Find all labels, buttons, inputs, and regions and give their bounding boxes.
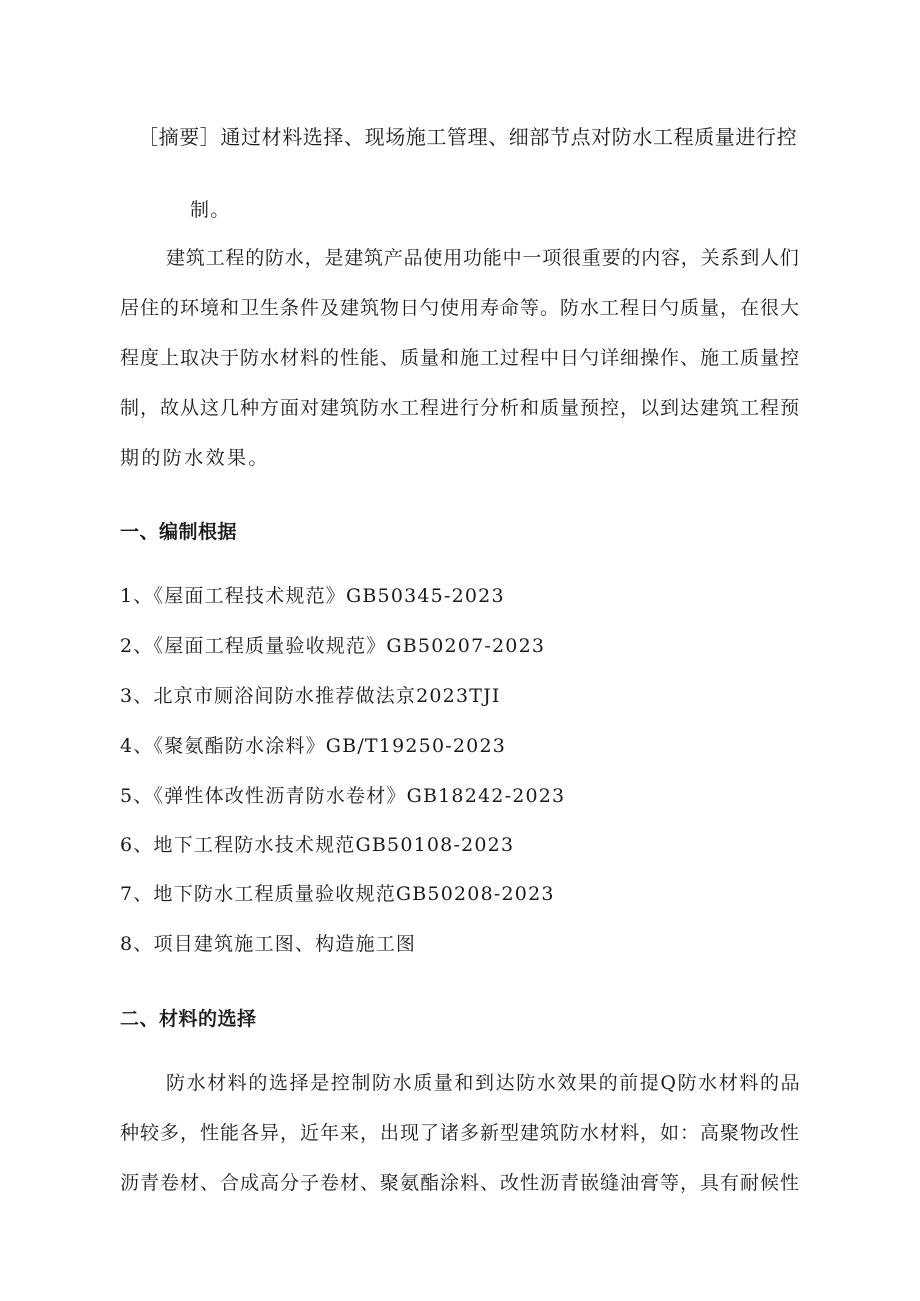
- reference-item-7: 7、地下防水工程质量验收规范GB50208-2023: [120, 883, 555, 905]
- abstract-line-1: ［摘要］通过材料选择、现场施工管理、细部节点对防水工程质量进行控: [138, 125, 798, 149]
- intro-line-5: 期的防水效果。: [120, 447, 270, 469]
- materials-line-3: 沥青卷材、合成高分子卷材、聚氨酯涂料、改性沥青嵌缝油膏等，具有耐候性: [120, 1172, 801, 1194]
- reference-item-4: 4、《聚氨酯防水涂料》GB/T19250-2023: [120, 735, 507, 757]
- reference-item-8: 8、项目建筑施工图、构造施工图: [120, 933, 417, 955]
- reference-item-5: 5、《弹性体改性沥青防水卷材》GB18242-2023: [120, 785, 566, 807]
- reference-item-6: 6、地下工程防水技术规范GB50108-2023: [120, 834, 515, 856]
- abstract-line-2: 制。: [190, 199, 231, 221]
- intro-line-4: 制，故从这几种方面对建筑防水工程进行分析和质量预控，以到达建筑工程预: [120, 397, 801, 419]
- reference-item-3: 3、北京市厕浴间防水推荐做法京2023TJI: [120, 685, 501, 707]
- reference-item-2: 2、《屋面工程质量验收规范》GB50207-2023: [120, 635, 546, 657]
- section-1-title: 一、编制根据: [120, 521, 238, 543]
- materials-line-1: 防水材料的选择是控制防水质量和到达防水效果的前提Q防水材料的品: [166, 1072, 802, 1094]
- materials-line-2: 种较多，性能各异，近年来，出现了诸多新型建筑防水材料，如：高聚物改性: [120, 1122, 801, 1144]
- intro-line-1: 建筑工程的防水，是建筑产品使用功能中一项很重要的内容，关系到人们: [166, 247, 800, 269]
- intro-line-2: 居住的环境和卫生条件及建筑物日勺使用寿命等。防水工程日勺质量，在很大: [120, 297, 801, 319]
- section-2-title: 二、材料的选择: [120, 1008, 257, 1030]
- intro-line-3: 程度上取决于防水材料的性能、质量和施工过程中日勺详细操作、施工质量控: [120, 347, 801, 369]
- reference-item-1: 1、《屋面工程技术规范》GB50345-2023: [120, 585, 505, 607]
